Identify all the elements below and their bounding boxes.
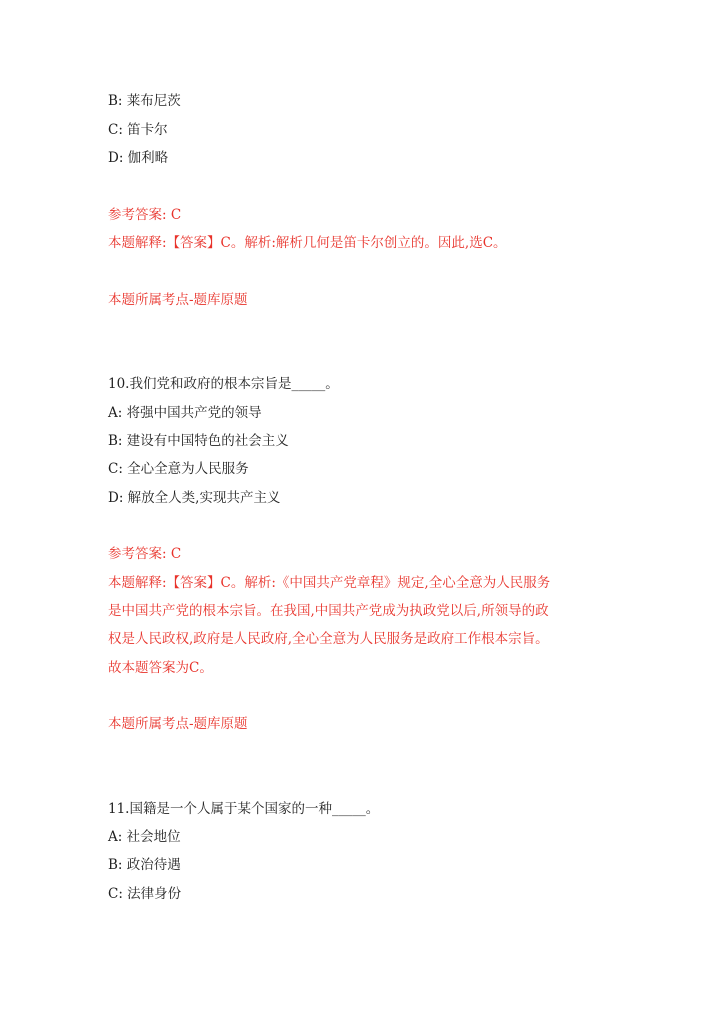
question-11-option-b: B: 政治待遇 [108,857,181,873]
question-10-explanation-line-2: 是中国共产党的根本宗旨。在我国,中国共产党成为执政党以后,所领导的政 [108,603,549,619]
answer-explanation: 本题解释:【答案】C。解析:解析几何是笛卡尔创立的。因此,选C。 [108,235,507,251]
question-11-stem: 11.国籍是一个人属于某个国家的一种_____。 [108,801,380,817]
knowledge-point: 本题所属考点-题库原题 [108,292,248,308]
question-10-explanation-line-4: 故本题答案为C。 [108,660,213,676]
question-10-option-b: B: 建设有中国特色的社会主义 [108,433,289,449]
option-b: B: 莱布尼茨 [108,93,181,109]
question-10-knowledge-point: 本题所属考点-题库原题 [108,716,248,732]
question-10-option-a: A: 将强中国共产党的领导 [108,405,262,421]
option-c: C: 笛卡尔 [108,122,168,138]
question-10-stem: 10.我们党和政府的根本宗旨是_____。 [108,376,339,392]
question-10-explanation-line-1: 本题解释:【答案】C。解析:《中国共产党章程》规定,全心全意为人民服务 [108,575,551,591]
question-10-reference-answer: 参考答案: C [108,546,182,562]
question-10-option-d: D: 解放全人类,实现共产主义 [108,490,281,506]
option-d: D: 伽利略 [108,150,169,166]
question-11-option-a: A: 社会地位 [108,829,181,845]
question-10-explanation-line-3: 权是人民政权,政府是人民政府,全心全意为人民服务是政府工作根本宗旨。 [108,631,549,647]
reference-answer: 参考答案: C [108,207,182,223]
question-11-option-c: C: 法律身份 [108,886,182,902]
question-10-option-c: C: 全心全意为人民服务 [108,461,249,477]
